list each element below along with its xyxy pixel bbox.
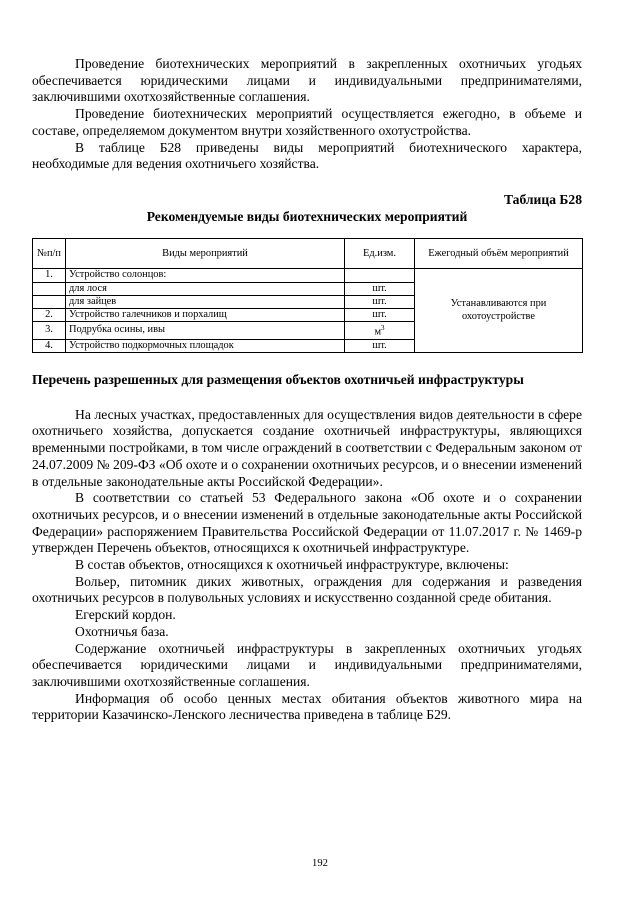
body-paragraph-5: Егерский кордон. <box>75 607 176 623</box>
row-unit: м <box>374 326 382 338</box>
body-paragraph-2: В соответствии со статьей 53 Федерального закона «Об охоте и о сохранении охотничьих ресурсов, и о внесении изменений в отдельные законодательные акты Российской Федерации» распоряжением Правительства Российской Федерации от 11.07.2017 г. № 1469-р утвержден Перечень объектов, относящихся к охотничьей инфраструктуре. <box>32 490 582 556</box>
page-number: 192 <box>312 858 328 869</box>
row-unit: шт. <box>345 308 415 321</box>
row-name: Устройство подкормочных площадок <box>66 339 345 352</box>
row-unit: шт. <box>345 339 415 352</box>
body-paragraph-3: В состав объектов, относящихся к охотничьей инфраструктуре, включены: <box>75 557 509 573</box>
body-paragraph-4: Вольер, питомник диких животных, ограждения для содержания и разведения охотничьих ресурсов в полувольных условиях и искусственно созданной среде обитания. <box>32 573 582 606</box>
row-name: для лося <box>66 282 345 295</box>
header-num: №п/п <box>33 239 66 269</box>
row-num: 2. <box>33 308 66 321</box>
row-name: Устройство галечников и порхалищ <box>66 308 345 321</box>
header-name: Виды мероприятий <box>66 239 345 269</box>
row-unit: шт. <box>345 295 415 308</box>
row-name: Устройство солонцов: <box>66 269 345 282</box>
row-num: 3. <box>33 322 66 340</box>
row-volume: Устанавливаются при охотоустройстве <box>415 269 583 353</box>
document-page <box>32 56 582 724</box>
body-paragraph-1: На лесных участках, предоставленных для осуществления видов деятельности в сфере охотничьего хозяйства, допускается создание охотничьей инфраструктуры, являющихся временными постройками, в том числе ограждений в соответствии с Федеральным законом от 24.07.2009 № 209-ФЗ «Об охоте и о сохранении охотничьих ресурсов, и о внесении изменений в отдельные законодательные акты Российской Федерации». <box>32 406 582 489</box>
intro-paragraph-3: В таблице Б28 приведены виды мероприятий биотехнического характера, необходимые для ведения охотничьего хозяйства. <box>32 139 582 172</box>
unit-superscript: 3 <box>381 324 385 333</box>
table-title: Рекомендуемые виды биотехнических мероприятий <box>146 208 468 224</box>
row-unit-cell <box>345 322 415 340</box>
row-unit: шт. <box>345 282 415 295</box>
body-paragraph-6: Охотничья база. <box>75 623 169 639</box>
intro-paragraph-2: Проведение биотехнических мероприятий осуществляется ежегодно, в объеме и составе, определяемом документом внутри хозяйственного охотустройства. <box>32 106 582 138</box>
row-num: 1. <box>33 269 66 282</box>
row-num: 4. <box>33 339 66 352</box>
measures-table <box>32 238 583 353</box>
row-name: для зайцев <box>66 295 345 308</box>
table-number: Таблица Б28 <box>503 191 582 207</box>
table-header-row <box>33 239 583 269</box>
row-num <box>33 295 66 308</box>
intro-paragraph-1: Проведение биотехнических мероприятий в закрепленных охотничьих угодьях обеспечивается юридическими лицами и индивидуальными предпринимателями, заключившими охотхозяйственные соглашения. <box>32 56 582 105</box>
body-paragraph-7: Содержание охотничьей инфраструктуры в закрепленных охотничьих угодьях обеспечивается юридическими лицами и индивидуальными предпринимателями, заключившими охотхозяйственные соглашения. <box>32 640 582 689</box>
section-title: Перечень разрешенных для размещения объектов охотничьей инфраструктуры <box>32 372 524 388</box>
row-num <box>33 282 66 295</box>
body-paragraph-8: Информация об особо ценных местах обитания объектов животного мира на территории Казачинско-Ленского лесничества приведена в таблице Б29. <box>32 690 582 723</box>
header-unit: Ед.изм. <box>345 239 415 269</box>
row-name: Подрубка осины, ивы <box>66 322 345 340</box>
table-row <box>33 269 583 282</box>
header-volume: Ежегодный объём мероприятий <box>415 239 583 269</box>
row-unit <box>345 269 415 282</box>
